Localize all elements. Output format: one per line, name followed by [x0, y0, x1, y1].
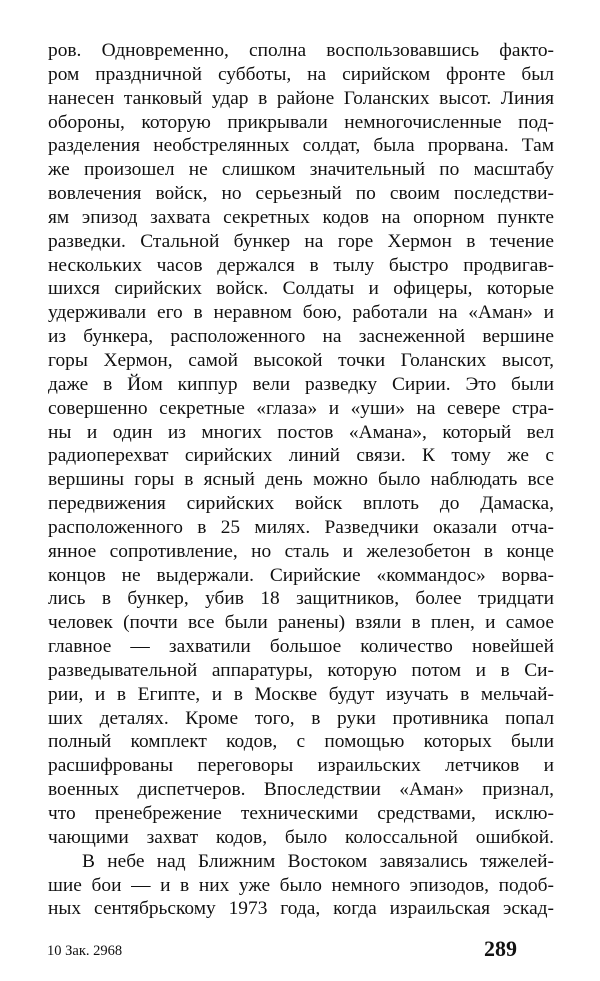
text-line-14: горы Хермон, самой высокой точки Голанских высот,	[48, 349, 554, 371]
text-line-32: военных диспетчеров. Впоследствии «Аман» признал,	[48, 779, 554, 801]
text-line-33: что пренебрежение техническими средствами, исклю-	[48, 803, 554, 824]
text-line-4: обороны, которую прикрывали немногочисленные под-	[48, 111, 554, 133]
text-line-23: концов не выдержали. Сирийские «коммандос» ворва-	[48, 564, 554, 586]
text-line-5: разделения необстрелянных солдат, была прорвана. Там	[48, 135, 554, 157]
text-line-25: человек (почти все были ранены) взяли в плен, и самое	[48, 612, 554, 634]
text-line-24: лись в бункер, убив 18 защитников, более тридцати	[48, 588, 554, 610]
text-line-1: ров. Одновременно, сполна воспользовавшись факто-	[48, 40, 554, 61]
text-line-16: совершенно секретные «глаза» и «уши» на севере стра-	[48, 397, 554, 419]
page-number: 289	[484, 936, 517, 961]
text-line-31: расшифрованы переговоры израильских летчиков и	[48, 755, 554, 777]
text-line-7: вовлечения войск, но серьезный по своим последстви-	[48, 183, 554, 205]
text-line-2: ром праздничной субботы, на сирийском фронте был	[48, 63, 554, 85]
text-line-21: расположенного в 25 милях. Разведчики оказали отча-	[48, 516, 554, 538]
text-line-9: разведки. Стальной бункер на горе Хермон в течение	[48, 230, 554, 252]
text-line-15: даже в Йом киппур вели разведку Сирии. Это были	[48, 373, 554, 395]
text-line-17: ны и один из многих постов «Амана», который вел	[48, 421, 554, 443]
text-line-30: полный комплект кодов, с помощью которых были	[48, 731, 554, 753]
text-line-3: нанесен танковый удар в районе Голанских высот. Линия	[48, 87, 554, 109]
text-line-10: нескольких часов держался в тылу быстро продвигав-	[48, 254, 554, 276]
text-line-37: ных сентябрьскому 1973 года, когда израильская эскад-	[48, 898, 554, 920]
body-text	[48, 39, 554, 921]
text-line-34: чающими захват кодов, было колоссальной ошибкой.	[48, 826, 554, 848]
text-line-29: ших деталях. Кроме того, в руки противника попал	[48, 707, 554, 729]
text-line-27: разведывательной аппаратуры, которую потом и в Си-	[48, 659, 554, 681]
text-line-26: главное — захватили большое количество новейшей	[48, 636, 554, 658]
text-line-35: В небе над Ближним Востоком завязались тяжелей-	[82, 850, 554, 872]
print-signature: 10 Зак. 2968	[47, 943, 123, 959]
text-line-19: вершины горы в ясный день можно было наблюдать все	[48, 469, 554, 491]
text-line-13: из бункера, расположенного на заснеженной вершине	[48, 326, 554, 348]
text-line-6: же произошел не слишком значительный по масштабу	[48, 159, 554, 181]
text-line-18: радиоперехват сирийских линий связи. К тому же с	[48, 445, 554, 467]
text-line-11: шихся сирийских войск. Солдаты и офицеры, которые	[48, 278, 554, 300]
text-line-36: шие бои — и в них уже было немного эпизодов, подоб-	[48, 874, 554, 896]
text-line-12: удерживали его в неравном бою, работали на «Аман» и	[48, 302, 554, 324]
text-line-8: ям эпизод захвата секретных кодов на опорном пункте	[48, 206, 554, 228]
text-line-22: янное сопротивление, но сталь и железобетон в конце	[48, 540, 554, 562]
text-line-28: рии, и в Египте, и в Москве будут изучать в мельчай-	[48, 683, 554, 705]
text-line-20: передвижения сирийских войск вплоть до Дамаска,	[48, 493, 554, 515]
